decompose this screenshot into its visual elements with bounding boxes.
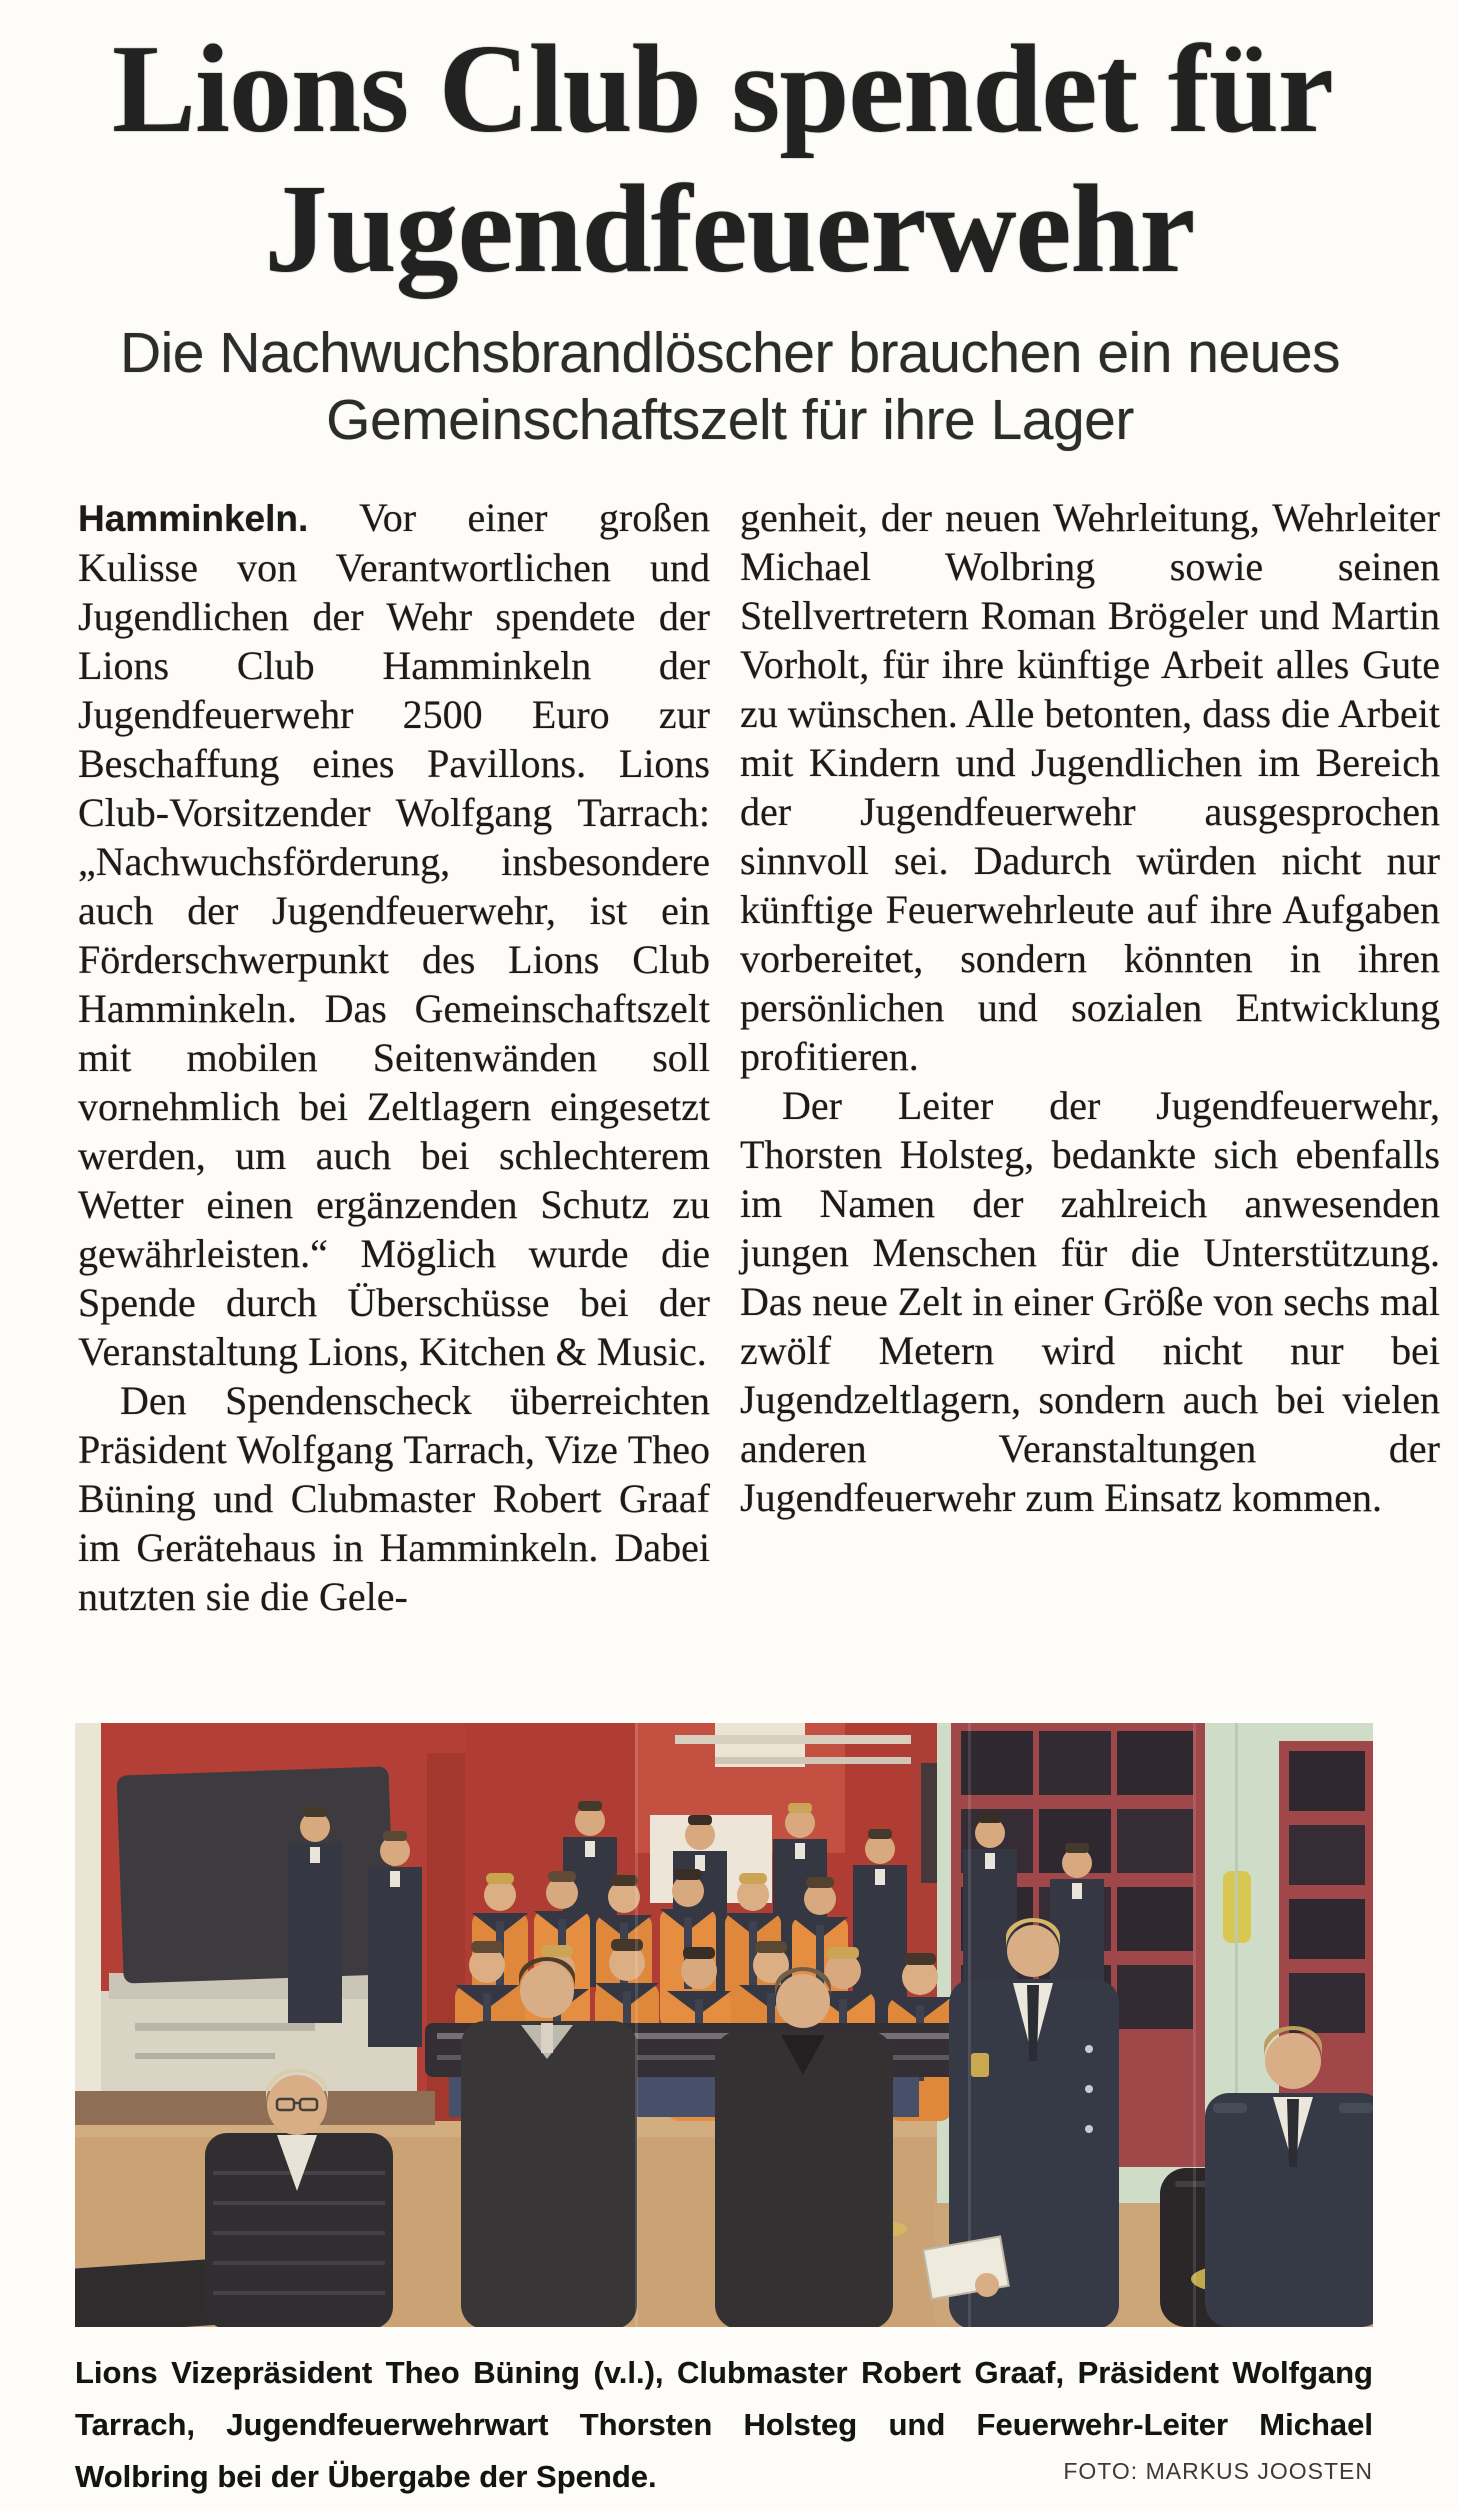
dateline-lead: Hamminkeln.	[78, 498, 309, 539]
headline-line2: Jugendfeuerwehr	[264, 160, 1195, 299]
scan-artifacts	[75, 1723, 1373, 2327]
article-subheadline: Die Nachwuchsbrandlöscher brauchen ein neues Gemeinschaftszelt für ihre Lager	[119, 321, 1341, 452]
column-right	[740, 493, 1440, 1621]
column-left	[78, 493, 710, 1621]
paragraph-text: Vor einer großen Kulisse von Verantwortlichen und Jugendlichen der Wehr spendete der Lions Club Hamminkeln der Jugendfeuerwehr 2500 Euro zur Beschaffung eines Pavillons. Lions Club-Vorsitzender Wolfgang Tarrach: „Nachwuchsförderung, insbesondere auch der Jugendfeuerwehr, ist ein Förderschwerpunkt des Lions Club Hamminkeln. Das Gemeinschaftszelt mit mobilen Seitenwänden soll vornehmlich bei Zeltlagern eingesetzt werden, um auch bei schlechterem Wetter einen ergänzenden Schutz zu gewährleisten.“ Möglich wurde die Spende durch Überschüsse bei der Veranstaltung Lions, Kitchen & Music.	[78, 495, 710, 1374]
article-photo	[75, 1723, 1373, 2503]
body-paragraph-3: genheit, der neuen Wehrleitung, Wehrleiter Michael Wolbring sowie seinen Stellvertretern Roman Brögeler und Martin Vorholt, für ihre künftige Arbeit alles Gute zu wünschen. Alle betonten, dass die Arbeit mit Kindern und Jugendlichen im Bereich der Jugendfeuerwehr ausgesprochen sinnvoll sei. Dadurch würden nicht nur künftige Feuerwehrleute auf ihre Aufgaben vorbereitet, sondern könnten in ihren persönlichen und sozialen Entwicklung profitieren.	[740, 495, 1440, 1079]
photo-caption	[75, 2347, 1373, 2503]
body-paragraph-1	[78, 493, 710, 1376]
headline-line1: Lions Club spendet für	[112, 20, 1333, 159]
fire-station-photo	[75, 1723, 1373, 2327]
body-paragraph-4: Der Leiter der Jugendfeuerwehr, Thorsten Holsteg, bedankte sich ebenfalls im Namen der zahlreich anwesenden jungen Menschen für die Unterstützung. Das neue Zelt in einer Größe von sechs mal zwölf Metern wird nicht nur bei Jugendzeltlagern, sondern auch bei vielen anderen Veranstaltungen der Jugendfeuerwehr zum Einsatz kommen.	[740, 1083, 1440, 1520]
photo-caption-text: Lions Vizepräsident Theo Büning (v.l.), Clubmaster Robert Graaf, Präsident Wolfgang Tarrach, Jugendfeuerwehrwart Thorsten Holsteg und Feuerwehr-Leiter Michael Wolbring bei der Übergabe der Spende.	[75, 2355, 1373, 2494]
photo-credit: FOTO: MARKUS JOOSTEN	[1063, 2458, 1373, 2484]
body-paragraph-2: Den Spendenscheck überreichten Präsident Wolfgang Tarrach, Vize Theo Büning und Clubmaster Robert Graaf im Gerätehaus in Hamminkeln. Dabei nutzten sie die Gele-	[78, 1378, 710, 1619]
article-body	[78, 493, 1440, 1621]
